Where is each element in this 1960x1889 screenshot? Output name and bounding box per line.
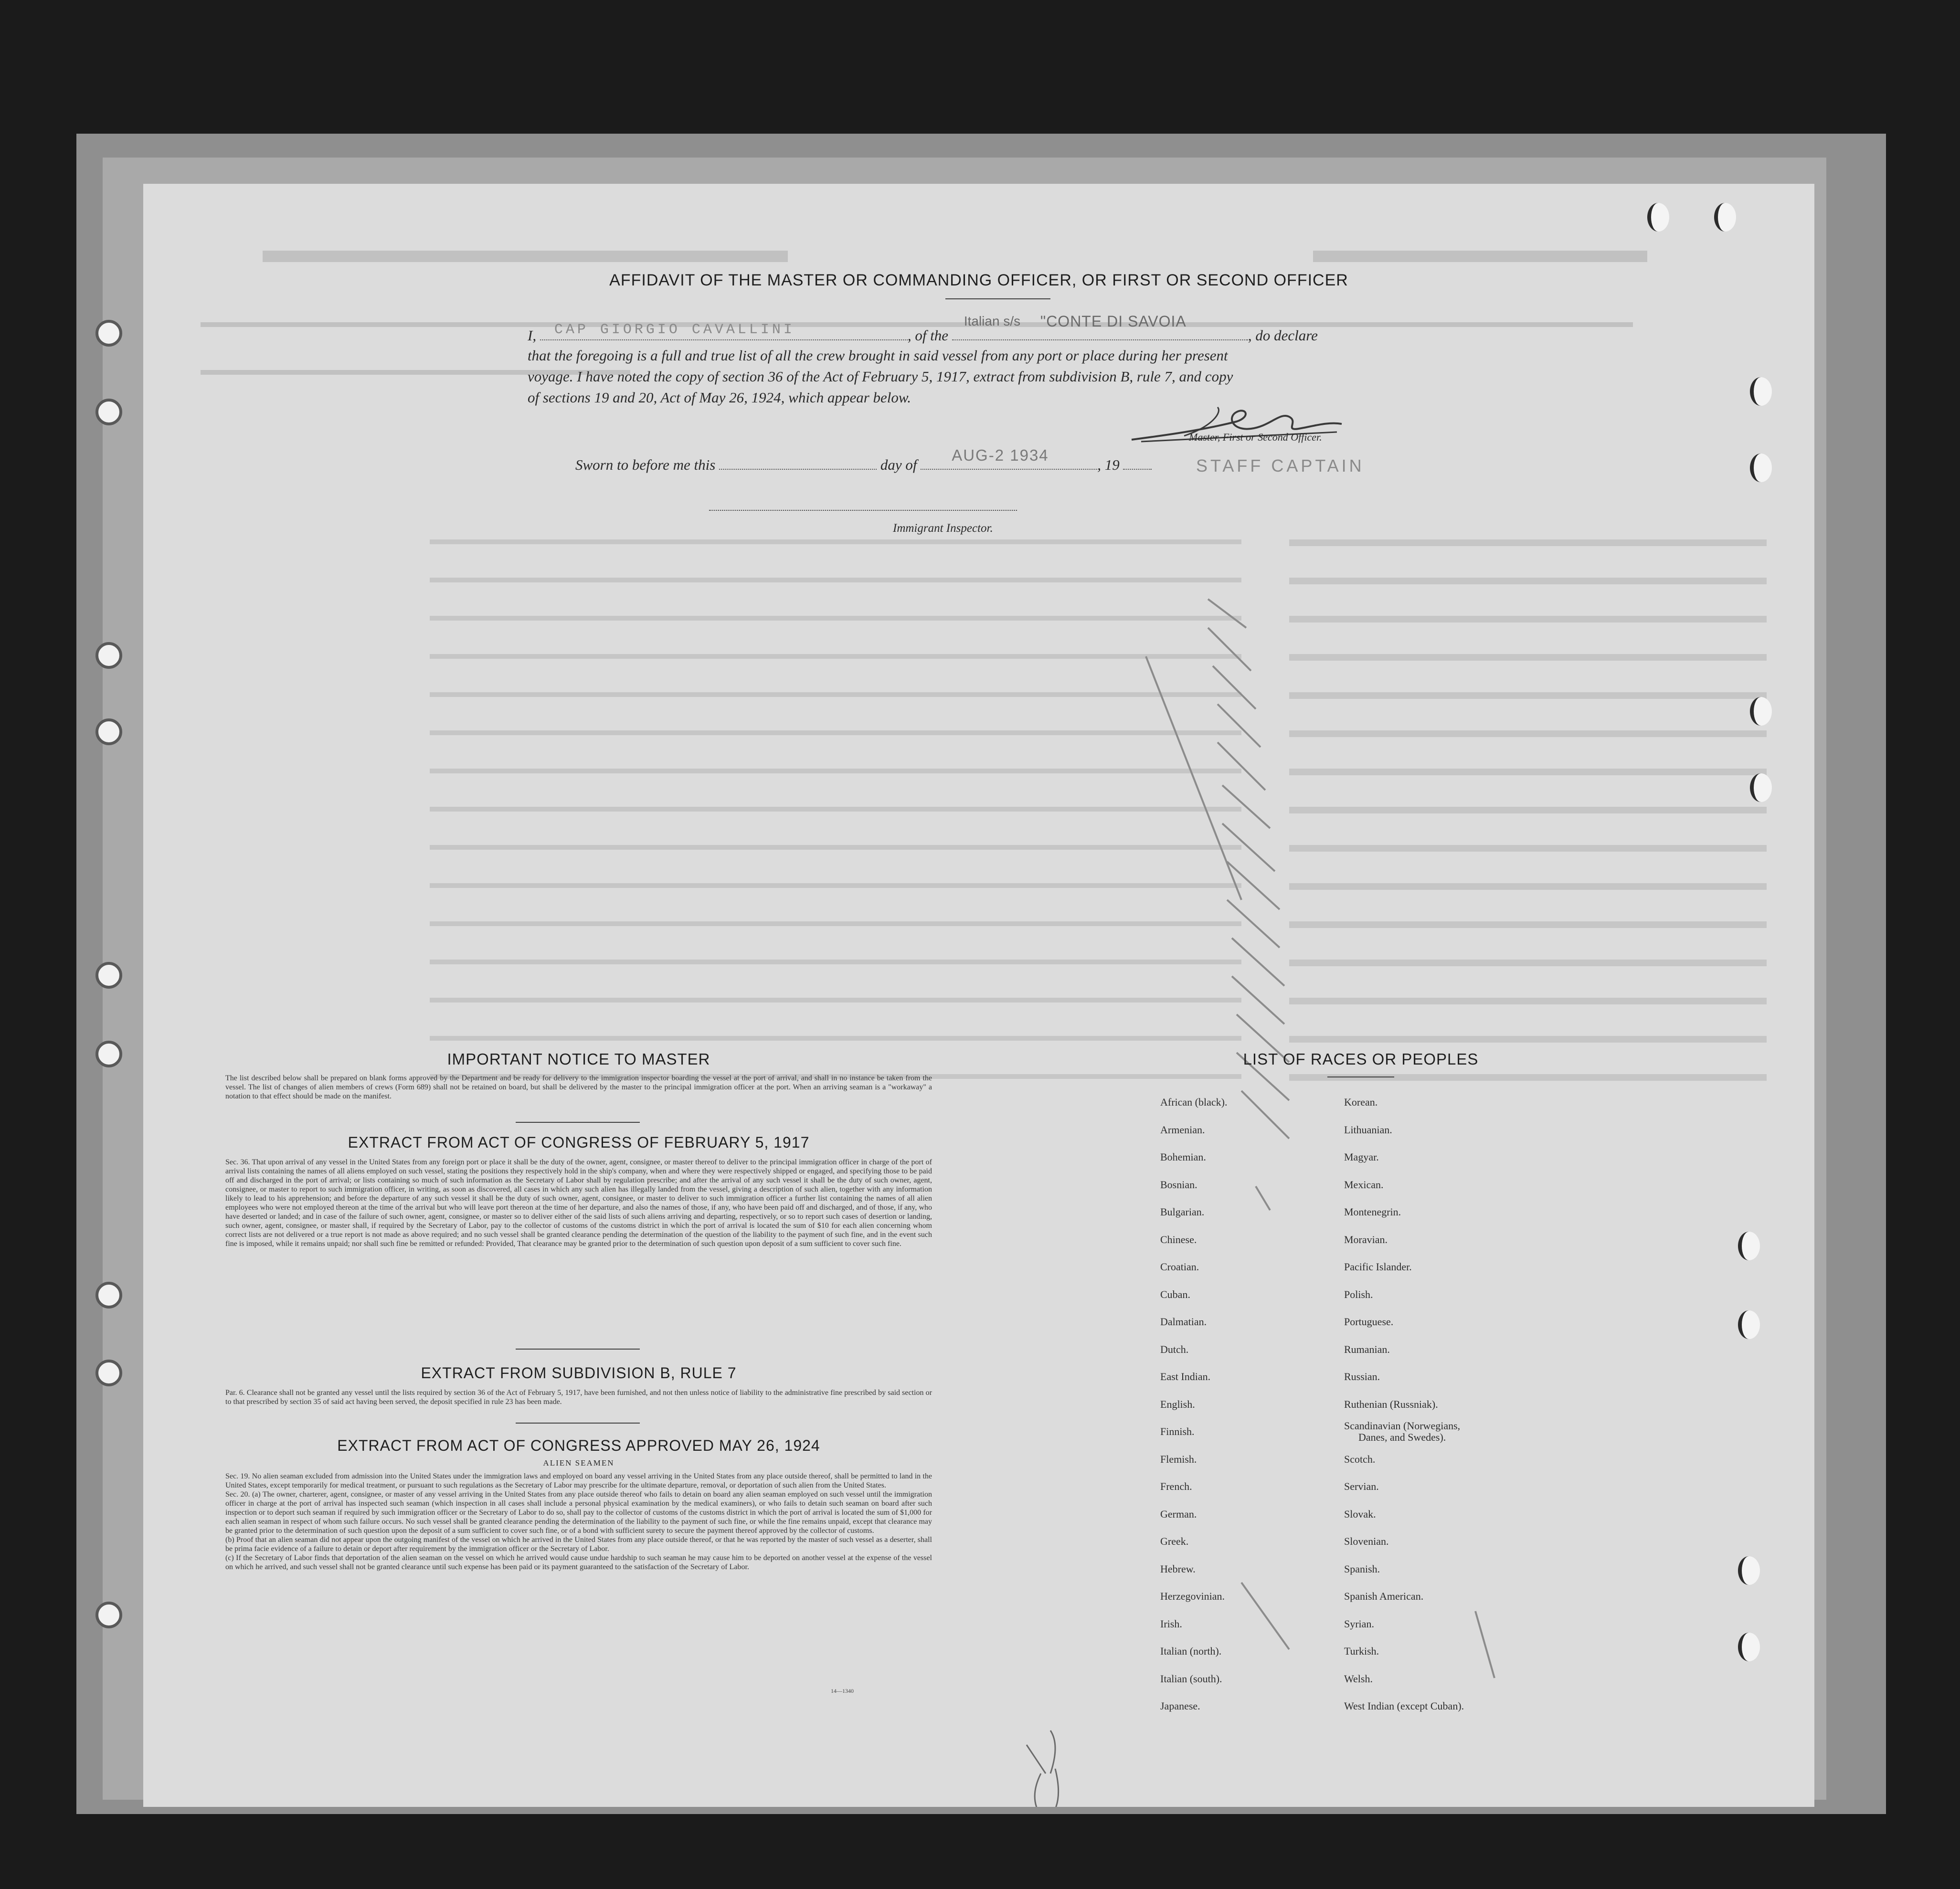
race-item: Greek. bbox=[1160, 1535, 1189, 1547]
race-item: Croatian. bbox=[1160, 1261, 1199, 1273]
race-item: Slovak. bbox=[1344, 1508, 1376, 1520]
race-scandinavian: Scandinavian (Norwegians, bbox=[1344, 1420, 1461, 1432]
binder-hole-icon bbox=[95, 1282, 122, 1309]
affidavit-body bbox=[528, 313, 1487, 408]
extract-1924-subtitle: ALIEN SEAMEN bbox=[543, 1458, 614, 1467]
binder-hole-icon bbox=[1647, 203, 1669, 232]
race-item: Syrian. bbox=[1344, 1617, 1374, 1630]
sec-20c: (c) If the Secretary of Labor finds that deportation of the alien seaman on the vessel on which he arrived would cause undue hardship to such seaman he may cause him to be deported on another vessel at the expense of the vessel on which he arrived, and such vessel shall not be granted clearance until such expense has been paid or its payment guaranteed to the satisfaction of the Secretary of Labor. bbox=[225, 1554, 932, 1571]
affidavit-line-1 bbox=[528, 313, 1487, 345]
race-item: Pacific Islander. bbox=[1344, 1261, 1412, 1273]
race-item: Ruthenian (Russniak). bbox=[1344, 1398, 1438, 1410]
sworn-text: Sworn to before me this bbox=[575, 456, 716, 473]
binder-hole-icon bbox=[95, 1602, 122, 1628]
race-item: East Indian. bbox=[1160, 1371, 1211, 1382]
race-item: Bohemian. bbox=[1160, 1151, 1206, 1163]
affidavit-line-3: voyage. I have noted the copy of section 36 of the Act of February 5, 1917, extract from subdivision B, rule 7, and copy bbox=[528, 368, 1233, 385]
binder-hole-icon bbox=[95, 1360, 122, 1386]
race-item: Armenian. bbox=[1160, 1123, 1205, 1136]
binder-hole-icon bbox=[95, 399, 122, 425]
binder-hole-icon bbox=[1714, 203, 1736, 232]
race-item: Finnish. bbox=[1160, 1425, 1195, 1437]
inspector-signature-line bbox=[709, 510, 1017, 511]
binder-hole-icon bbox=[1750, 697, 1772, 726]
form-number: 14—1340 bbox=[831, 1688, 854, 1694]
officer-name-field bbox=[540, 322, 908, 340]
race-item: Servian. bbox=[1344, 1480, 1379, 1492]
race-item bbox=[1344, 1418, 1545, 1446]
binder-hole-icon bbox=[95, 718, 122, 745]
notice-title: IMPORTANT NOTICE TO MASTER bbox=[447, 1050, 710, 1068]
affidavit-of-the: , of the bbox=[907, 327, 949, 344]
extract-1917-divider bbox=[516, 1349, 640, 1350]
binder-hole-icon bbox=[1738, 1310, 1760, 1339]
race-item: Scotch. bbox=[1344, 1453, 1376, 1465]
race-item: Rumanian. bbox=[1344, 1343, 1390, 1355]
staff-captain-stamp: STAFF CAPTAIN bbox=[1196, 456, 1365, 475]
race-item: Lithuanian. bbox=[1344, 1123, 1392, 1136]
officer-name: CAP GIORGIO CAVALLINI bbox=[554, 322, 795, 338]
binder-hole-icon bbox=[95, 320, 122, 347]
race-item: Mexican. bbox=[1344, 1178, 1384, 1191]
document-page bbox=[143, 184, 1814, 1807]
race-item: Korean. bbox=[1344, 1096, 1378, 1108]
extract-1924-title: EXTRACT FROM ACT OF CONGRESS APPROVED MAY 26, 1924 bbox=[337, 1437, 820, 1454]
year-field bbox=[1123, 454, 1152, 470]
title-divider bbox=[945, 298, 1050, 299]
sec-19: Sec. 19. No alien seaman excluded from admission into the United States under the immigration laws and employed on board any vessel arriving in the United States from any place outside thereof, shall be permitted to land in the United States, except temporarily for medical treatment, or pursuant to such regulations as the Secretary of Labor may prescribe for the ultimate departure, removal, or deportation of such alien from the United States. bbox=[225, 1472, 932, 1489]
race-item: Japanese. bbox=[1160, 1700, 1200, 1712]
races-left-column bbox=[1160, 1088, 1332, 1720]
race-item: Montenegrin. bbox=[1344, 1206, 1401, 1218]
race-item: Dutch. bbox=[1160, 1343, 1189, 1355]
nineteen-label: , 19 bbox=[1097, 456, 1120, 473]
date-stamp: AUG-2 1934 bbox=[952, 446, 1049, 464]
race-item: English. bbox=[1160, 1398, 1195, 1410]
extract-1924-body bbox=[225, 1472, 932, 1572]
races-title: LIST OF RACES OR PEOPLES bbox=[1243, 1050, 1479, 1068]
race-item: German. bbox=[1160, 1508, 1197, 1520]
notice-body: The list described below shall be prepared on blank forms approved by the Department and be ready for delivery to the immigration inspector boarding the vessel at the port of arrival, and shall in no instance be taken from the vessel. The list of changes of alien members of crews (Form 689) shall not be retained on board, but shall be delivered by the master to the principal immigration officer at the port. When an arriving seaman is a "workaway" a notation to that effect should be made on the manifest. bbox=[225, 1074, 932, 1100]
race-item: Irish. bbox=[1160, 1617, 1182, 1630]
binder-hole-icon bbox=[1738, 1556, 1760, 1585]
extract-1917-body: Sec. 36. That upon arrival of any vessel in the United States from any foreign port or place it shall be the duty of the owner, agent, consignee, or master thereof to deliver to the principal immigration officer in charge of the port of arrival lists containing the names of all aliens employed on such vessel, stating the positions they respectively hold in the ship's company, when and where they were respectively shipped or engaged, and specifying those to be paid off and discharged in the port of arrival; or lists containing so much of such information as the Secretary of Labor shall by regulation prescribe; and after the arrival of any such vessel it shall be the duty of such owner, agent, consignee, or master to report to such immigration officer, in writing, as soon as discovered, all cases in which any such alien has illegally landed from the vessel, giving a description of such alien, together with any information likely to lead to his apprehension; and before the departure of any such vessel it shall be the duty of such owner, agent, consignee, or master to deliver to such immigration officer a further list containing the names of all alien employees who were not employed thereon at the time of the arrival but who will leave port thereon at the time of her departure, and also the names of those, if any, who have been paid off and discharged, and of those, if any, who have deserted or landed; and in case of the failure of such owner, agent, consignee, or master so to deliver either of the said lists of such aliens arriving and departing, respectively, or so to report such cases of desertion or landing, such owner, agent, consignee, or master shall, if required by the Secretary of Labor, pay to the collector of customs of the customs district in which the port of arrival is located the sum of $10 for each alien concerning whom correct lists are not delivered or a true report is not made as above required; and no such vessel shall be granted clearance pending the determination of the question of the liability to the payment of such fine, and in the event such fine is imposed, while it remains unpaid; nor shall such fine be remitted or refunded: Provided, That clearance may be granted prior to the determination of such question upon deposit of a sum sufficient to cover such fine. bbox=[225, 1158, 932, 1248]
notice-divider bbox=[516, 1122, 640, 1123]
race-item: Portuguese. bbox=[1344, 1316, 1394, 1328]
binder-hole-icon bbox=[95, 1041, 122, 1067]
race-item: French. bbox=[1160, 1480, 1192, 1492]
race-item: West Indian (except Cuban). bbox=[1344, 1700, 1464, 1712]
sec-20a: Sec. 20. (a) The owner, charterer, agent, consignee, or master of any vessel arriving in the United States from any place outside thereof who fails to detain on board any alien seaman employed on such vessel until the immigration officer in charge at the port of arrival has inspected such seaman (which inspection in all cases shall include a personal physical examination by the medical examiners), or who fails to detain such seaman on board after such inspection or to deport such seaman if required by such immigration officer or the Secretary of Labor to do so, shall pay to the collector of customs of the customs district in which the port of arrival is located the sum of $1,000 for each alien seaman in respect of whom such failure occurs. No such vessel shall be granted clearance pending the determination of the liability to the payment of such fine, or while the fine remains unpaid, except that clearance may be granted prior to the determination of such question upon the deposit of a sum sufficient to cover such fine, or of a bond with sufficient surety to secure the payment thereof approved by the collector of customs. bbox=[225, 1490, 932, 1535]
sworn-day-field bbox=[719, 454, 877, 470]
vessel-name: "CONTE DI SAVOIA bbox=[1040, 313, 1187, 330]
races-right-column bbox=[1344, 1088, 1545, 1720]
race-item: Welsh. bbox=[1344, 1672, 1373, 1685]
race-item: Spanish. bbox=[1344, 1562, 1380, 1575]
race-scandinavian-cont: Danes, and Swedes). bbox=[1358, 1431, 1446, 1443]
extract-rule7-body: Par. 6. Clearance shall not be granted any vessel until the lists required by section 36 of the Act of February 5, 1917, have been furnished, and not then unless notice of liability to the administrative fine prescribed by said section or to that prescribed by section 35 of said act having been served, the deposit specified in rule 23 has been made. bbox=[225, 1389, 932, 1406]
affidavit-line-4: of sections 19 and 20, Act of May 26, 1924, which appear below. bbox=[528, 389, 911, 406]
binder-hole-icon bbox=[95, 962, 122, 989]
binder-hole-icon bbox=[1750, 454, 1772, 482]
extract-1917-title: EXTRACT FROM ACT OF CONGRESS OF FEBRUARY 5, 1917 bbox=[348, 1134, 810, 1151]
inspector-label: Immigrant Inspector. bbox=[893, 522, 993, 535]
binder-hole-icon bbox=[1750, 773, 1772, 802]
race-item: Cuban. bbox=[1160, 1288, 1190, 1300]
race-item: Bulgarian. bbox=[1160, 1206, 1205, 1218]
race-item: Italian (south). bbox=[1160, 1672, 1222, 1685]
affidavit-do-declare: , do declare bbox=[1248, 327, 1318, 344]
sec-20b: (b) Proof that an alien seaman did not appear upon the outgoing manifest of the vessel on which he arrived in the United States from any place outside thereof, or that he was reported by the master of such vessel as a deserter, shall be prima facie evidence of a failure to detain or deport after requirement by the immigration officer or the Secretary of Labor. bbox=[225, 1536, 932, 1553]
sworn-line bbox=[575, 446, 1152, 475]
race-item: Dalmatian. bbox=[1160, 1316, 1207, 1328]
signature-caption: Master, First or Second Officer. bbox=[1189, 431, 1322, 443]
binder-hole-icon bbox=[1738, 1633, 1760, 1661]
race-item: Magyar. bbox=[1344, 1151, 1379, 1163]
race-item: Moravian. bbox=[1344, 1233, 1388, 1245]
extract-rule7-title: EXTRACT FROM SUBDIVISION B, RULE 7 bbox=[421, 1364, 737, 1382]
race-item: Slovenian. bbox=[1344, 1535, 1389, 1547]
race-item: African (black). bbox=[1160, 1096, 1228, 1108]
binder-hole-icon bbox=[95, 642, 122, 669]
race-item: Herzegovinian. bbox=[1160, 1590, 1225, 1602]
race-item: Hebrew. bbox=[1160, 1562, 1196, 1575]
race-item: Bosnian. bbox=[1160, 1178, 1197, 1191]
race-item: Polish. bbox=[1344, 1288, 1373, 1300]
race-item: Spanish American. bbox=[1344, 1590, 1424, 1602]
vessel-prefix: Italian s/s bbox=[964, 314, 1021, 328]
race-item: Chinese. bbox=[1160, 1233, 1197, 1245]
affidavit-i-label: I, bbox=[528, 327, 537, 344]
affidavit-title: AFFIDAVIT OF THE MASTER OR COMMANDING OFFICER, OR FIRST OR SECOND OFFICER bbox=[609, 271, 1348, 289]
day-of-label: day of bbox=[880, 456, 917, 473]
binder-hole-icon bbox=[1750, 377, 1772, 406]
races-divider bbox=[1327, 1076, 1394, 1077]
extract-rule7-divider bbox=[516, 1423, 640, 1424]
race-item: Turkish. bbox=[1344, 1645, 1379, 1657]
binder-hole-icon bbox=[1738, 1232, 1760, 1260]
race-item: Italian (north). bbox=[1160, 1645, 1222, 1657]
sworn-month-field bbox=[921, 446, 1097, 470]
race-item: Flemish. bbox=[1160, 1453, 1197, 1465]
affidavit-line-2: that the foregoing is a full and true list of all the crew brought in said vessel from any port or place during her present bbox=[528, 347, 1228, 364]
vessel-field bbox=[952, 313, 1248, 340]
race-item: Russian. bbox=[1344, 1371, 1380, 1382]
